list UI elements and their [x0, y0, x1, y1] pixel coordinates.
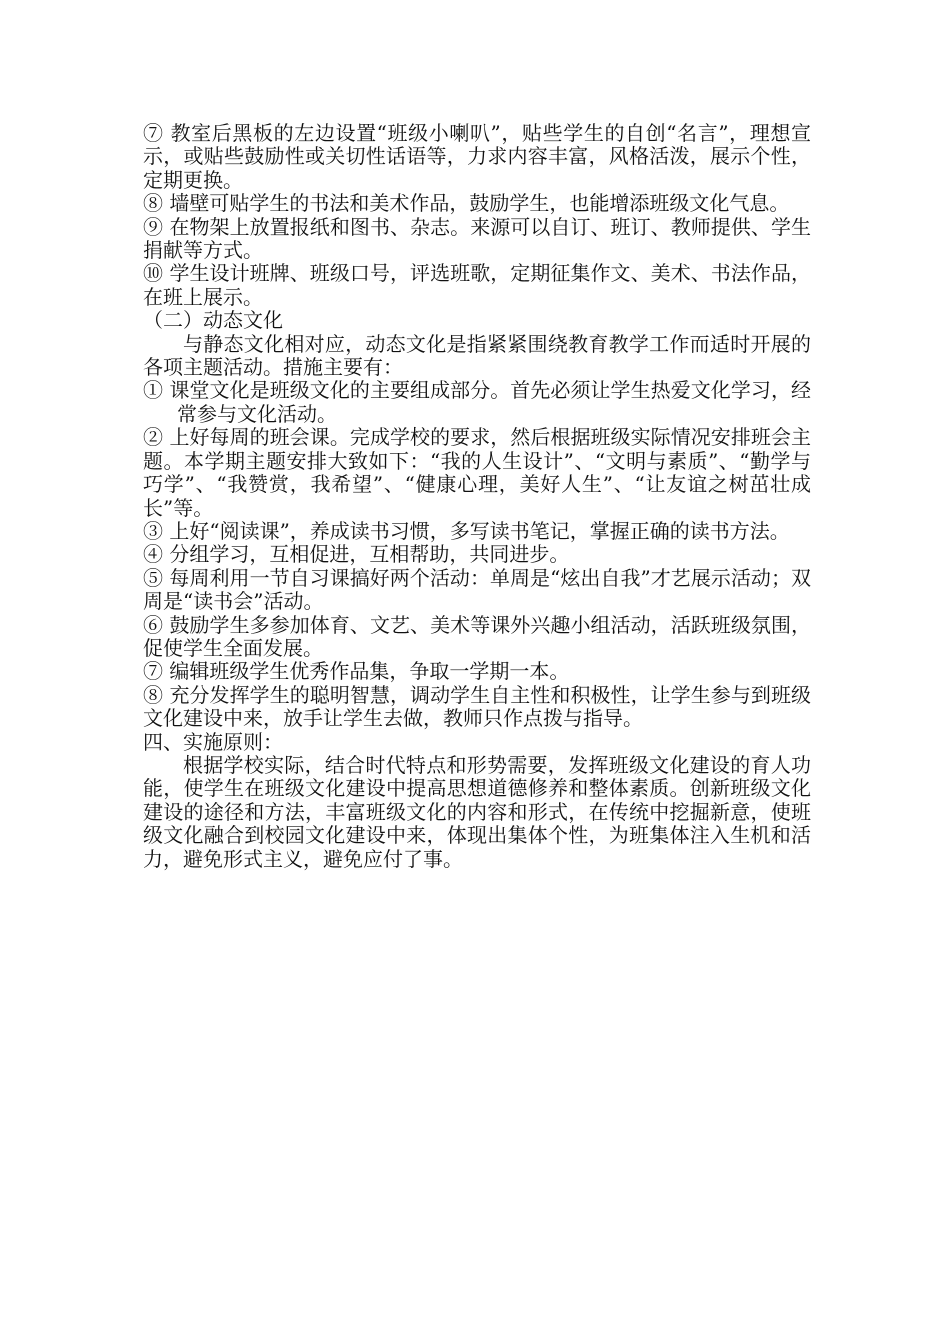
section-heading-principles: 四、实施原则： — [143, 729, 283, 754]
dynamic-item-1: ① 课堂文化是班级文化的主要组成部分。首先必须让学生热爱文化学习，经常参与文化活动。 — [143, 378, 811, 426]
principles-body: 根据学校实际，结合时代特点和形势需要，发挥班级文化建设的育人功能，使学生在班级文化建设中提高思想道德修养和整体素质。创新班级文化建设的途径和方法，丰富班级文化的内容和形式，在传统中挖掘新意，使班级文化融合到校园文化建设中来，体现出集体个性，为班集体注入生机和活力，避免形式主义，避免应付了事。 — [143, 752, 811, 871]
dynamic-item-5: ⑤ 每周利用一节自习课搞好两个活动：单周是“炫出自我”才艺展示活动；双周是“读书会”活动。 — [143, 565, 811, 614]
static-item-9: ⑨ 在物架上放置报纸和图书、杂志。来源可以自订、班订、教师提供、学生捐献等方式。 — [143, 214, 811, 263]
dynamic-item-2: ② 上好每周的班会课。完成学校的要求，然后根据班级实际情况安排班会主题。本学期主题安排大致如下：“我的人生设计”、“文明与素质”、“勤学与巧学”、“我赞赏，我希望”、“健康心理，美好人生”、“让友谊之树茁壮成长”等。 — [143, 425, 811, 520]
dynamic-culture-intro: 与静态文化相对应，动态文化是指紧紧围绕教育教学工作而适时开展的各项主题活动。措施主要有： — [143, 331, 811, 380]
dynamic-item-4: ④ 分组学习，互相促进，互相帮助，共同进步。 — [143, 542, 570, 567]
dynamic-item-3: ③ 上好“阅读课”，养成读书习惯，多写读书笔记，掌握正确的读书方法。 — [143, 518, 790, 543]
section-heading-dynamic-culture: （二）动态文化 — [143, 308, 283, 333]
static-item-8: ⑧ 墙壁可贴学生的书法和美术作品，鼓励学生，也能增添班级文化气息。 — [143, 191, 790, 216]
document-page — [143, 122, 811, 871]
dynamic-item-6: ⑥ 鼓励学生多参加体育、文艺、美术等课外兴趣小组活动，活跃班级氛围，促使学生全面发展。 — [143, 612, 811, 660]
dynamic-item-7: ⑦ 编辑班级学生优秀作品集，争取一学期一本。 — [143, 659, 570, 684]
static-item-10: ⑩ 学生设计班牌、班级口号，评选班歌，定期征集作文、美术、书法作品，在班上展示。 — [143, 261, 811, 309]
static-item-7: ⑦ 教室后黑板的左边设置“班级小喇叭”，贴些学生的自创“名言”，理想宣示，或贴些鼓励性或关切性话语等，力求内容丰富，风格活泼，展示个性，定期更换。 — [143, 121, 811, 192]
dynamic-item-8: ⑧ 充分发挥学生的聪明智慧，调动学生自主性和积极性，让学生参与到班级文化建设中来，放手让学生去做，教师只作点拨与指导。 — [143, 682, 811, 731]
